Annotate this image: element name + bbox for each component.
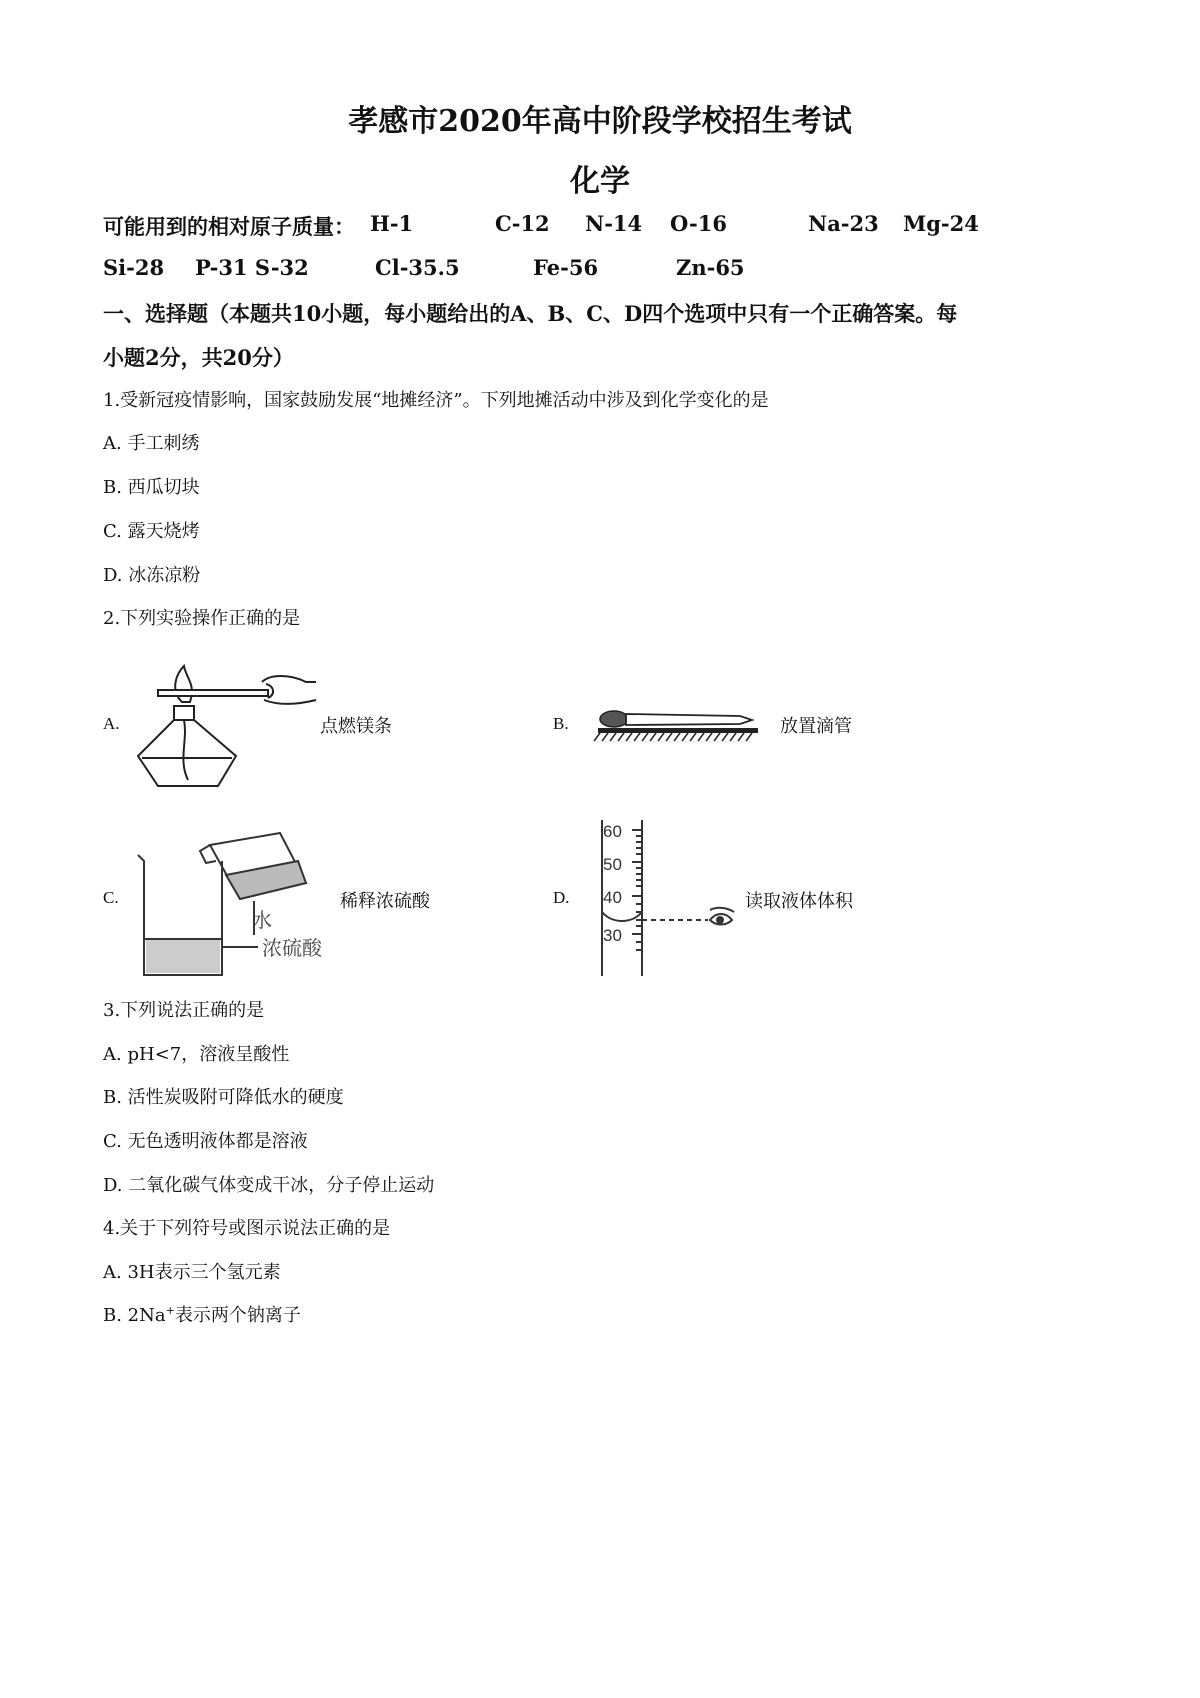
q3-option-b: B. 活性炭吸附可降低水的硬度 [103,1087,344,1108]
q1-option-b: B. 西瓜切块 [103,477,200,498]
q2-option-c-acid-label: 浓硫酸 [262,936,322,960]
atomic-mass-label: 可能用到的相对原子质量： [103,214,355,239]
section-header-line2: 小题2分，共20分） [103,345,294,370]
atomic-mass-fe: Fe-56 [533,255,599,280]
q2-option-d-letter: D. [553,888,570,907]
atomic-mass-zn: Zn-65 [676,255,745,280]
alcohol-lamp-figure [130,660,330,800]
q3-option-d: D. 二氧化碳气体变成干冰，分子停止运动 [103,1175,435,1196]
q2-option-c-water-label: 水 [252,908,272,932]
q3-option-a: A. pH<7，溶液呈酸性 [103,1044,290,1065]
q2-stem: 2.下列实验操作正确的是 [103,608,301,629]
cylinder-tick-50: 50 [603,855,622,874]
atomic-mass-c: C-12 [495,211,550,236]
q4-option-b-charge: + [165,1304,175,1317]
atomic-mass-o: O-16 [670,211,728,236]
atomic-mass-si: Si-28 [103,255,165,280]
atomic-mass-mg: Mg-24 [903,211,979,236]
exam-title: 孝感市2020年高中阶段学校招生考试 [348,104,852,139]
atomic-mass-cl: Cl-35.5 [375,255,460,280]
q4-stem: 4.关于下列符号或图示说法正确的是 [103,1218,391,1239]
q4-option-b-prefix: B. 2Na [103,1305,166,1326]
q1-option-d: D. 冰冻凉粉 [103,565,201,586]
atomic-mass-p-s: P-31 S-32 [195,255,309,280]
q2-option-c-letter: C. [103,888,119,907]
q2-option-b-caption: 放置滴管 [780,716,852,737]
q4-option-b [103,1301,301,1327]
q2-option-a-letter: A. [103,714,120,733]
q4-option-a: A. 3H表示三个氢元素 [103,1262,281,1283]
q4-option-b-suffix: 表示两个钠离子 [174,1305,301,1326]
q2-option-d-caption: 读取液体体积 [745,891,853,912]
q2-option-c-caption: 稀释浓硫酸 [340,891,430,912]
q3-option-c: C. 无色透明液体都是溶液 [103,1131,308,1152]
atomic-mass-h: H-1 [370,211,414,236]
atomic-mass-n: N-14 [585,211,643,236]
q1-option-a: A. 手工刺绣 [103,433,200,454]
cylinder-tick-60: 60 [603,822,622,841]
q1-option-c: C. 露天烧烤 [103,521,200,542]
q2-option-b-letter: B. [553,714,569,733]
atomic-mass-na: Na-23 [808,211,879,236]
q1-stem: 1.受新冠疫情影响，国家鼓励发展“地摊经济”。下列地摊活动中涉及到化学变化的是 [103,390,769,411]
cylinder-tick-30: 30 [603,926,622,945]
dropper-figure [590,704,770,744]
section-header-line1: 一、选择题（本题共10小题，每小题给出的A、B、C、D四个选项中只有一个正确答案。每 [103,301,958,326]
subject-title: 化学 [570,164,630,199]
q3-stem: 3.下列说法正确的是 [103,1000,265,1021]
cylinder-tick-40: 40 [603,888,622,907]
q2-option-a-caption: 点燃镁条 [320,716,392,737]
